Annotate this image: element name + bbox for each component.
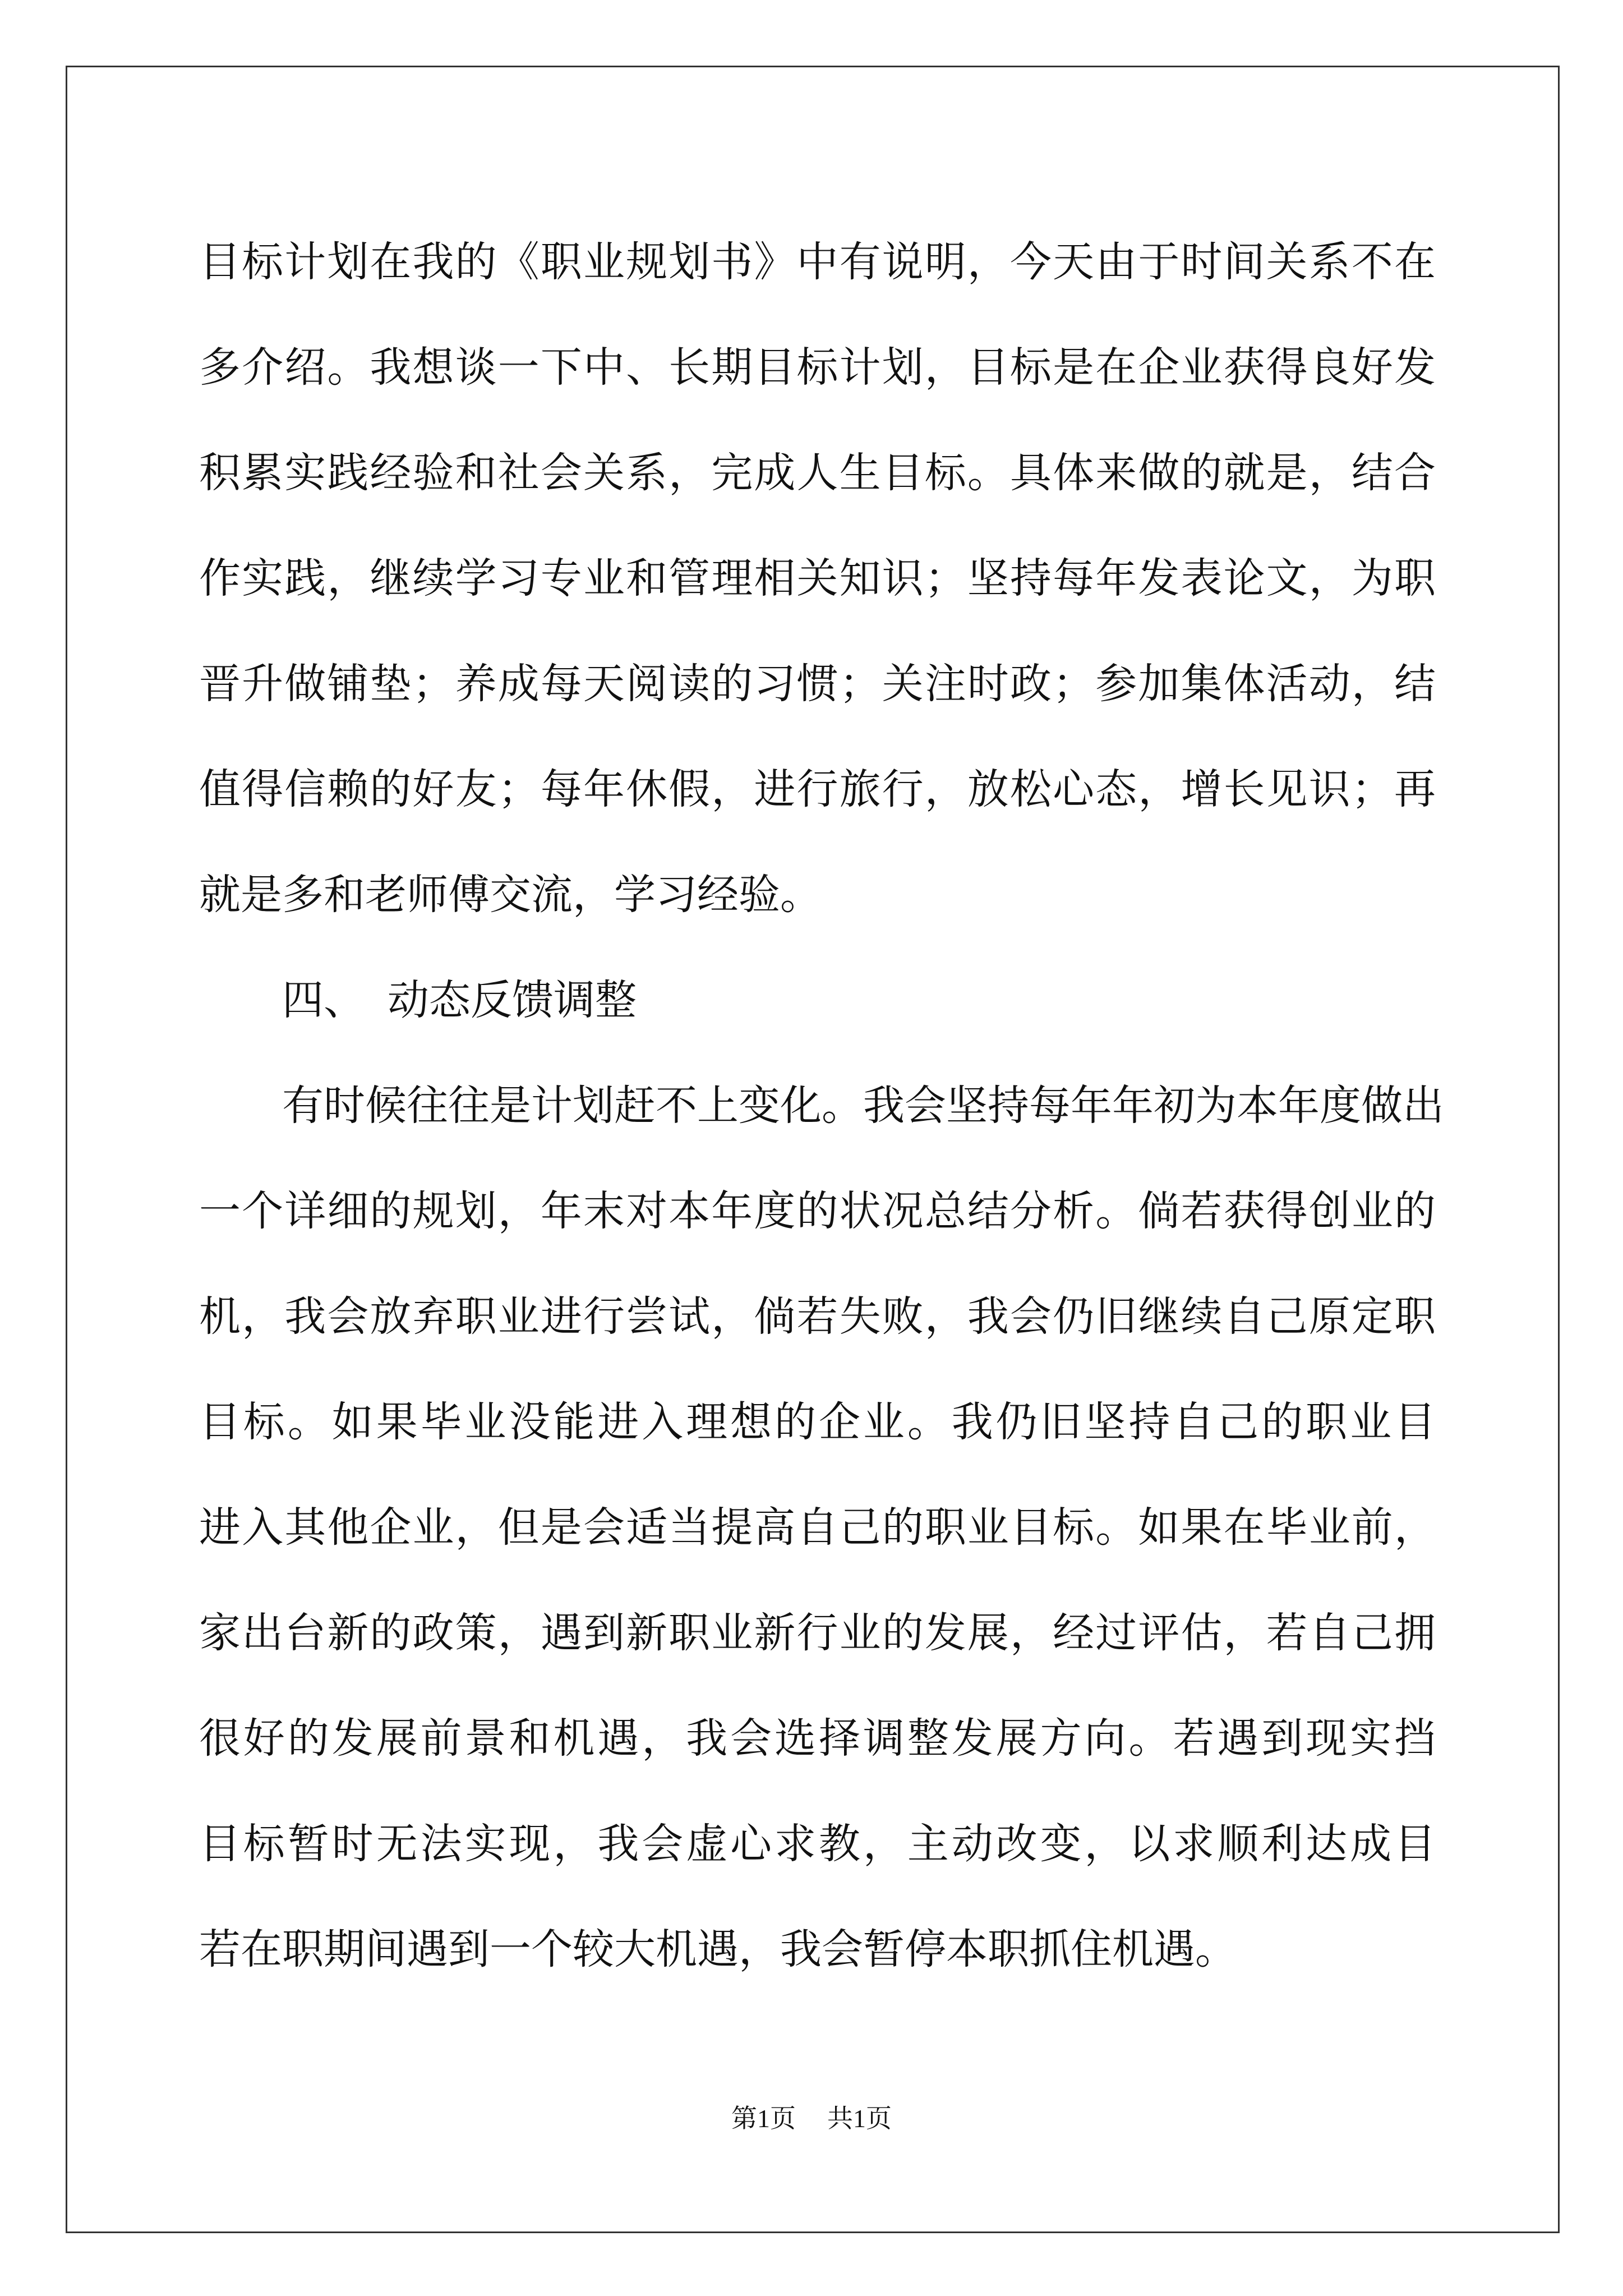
paragraph-line: 目标暂时无法实现，我会虚心求教，主动改变，以求顺利达成目 — [199, 1820, 1436, 1868]
document-body — [199, 209, 1444, 2002]
page-number: 第1页 — [731, 2104, 796, 2133]
paragraph-line: 多介绍。我想谈一下中、长期目标计划，目标是在企业获得良好发 — [199, 343, 1436, 392]
paragraph-line: 有时候往往是计划赶不上变化。我会坚持每年年初为本年度做出 — [282, 1082, 1444, 1130]
paragraph-line: 一个详细的规划，年末对本年度的状况总结分析。倘若获得创业的 — [199, 1187, 1436, 1235]
section-number: 四、 — [282, 976, 365, 1024]
paragraph-line: 晋升做铺垫；养成每天阅读的习惯；关注时政；参加集体活动，结 — [199, 660, 1436, 708]
paragraph-line: 值得信赖的好友；每年休假，进行旅行，放松心态，增长见识；再 — [199, 765, 1436, 813]
section-title: 动态反馈调整 — [388, 976, 637, 1024]
paragraph-line: 机，我会放弃职业进行尝试，倘若失败，我会仍旧继续自己原定职 — [199, 1292, 1436, 1341]
paragraph-line: 若在职期间遇到一个较大机遇，我会暂停本职抓住机遇。 — [199, 1925, 1237, 1973]
paragraph-line: 家出台新的政策，遇到新职业新行业的发展，经过评估，若自己拥 — [199, 1609, 1436, 1657]
paragraph-line: 很好的发展前景和机遇，我会选择调整发展方向。若遇到现实挡 — [199, 1714, 1436, 1763]
paragraph-line: 作实践，继续学习专业和管理相关知识；坚持每年发表论文，为职 — [199, 554, 1436, 602]
paragraph-line: 进入其他企业，但是会适当提高自己的职业目标。如果在毕业前， — [199, 1503, 1436, 1552]
page-footer — [0, 2098, 1623, 2135]
section-heading — [199, 947, 1436, 1053]
page-total: 共1页 — [827, 2104, 892, 2133]
paragraph-line: 积累实践经验和社会关系，完成人生目标。具体来做的就是，结合 — [199, 449, 1436, 497]
paragraph-line: 就是多和老师傅交流，学习经验。 — [199, 871, 822, 919]
paragraph-line: 目标计划在我的《职业规划书》中有说明，今天由于时间关系不在 — [199, 238, 1436, 286]
paragraph-line: 目标。如果毕业没能进入理想的企业。我仍旧坚持自己的职业目 — [199, 1398, 1436, 1446]
